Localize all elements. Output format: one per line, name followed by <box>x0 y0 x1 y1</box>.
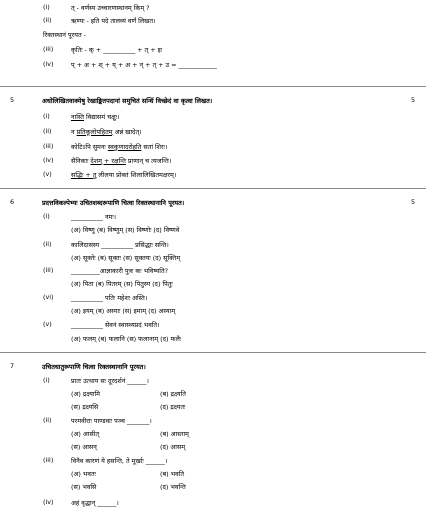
item-label: (iii) <box>43 142 54 150</box>
question-number: 7 <box>10 362 15 370</box>
option-d: (द) द्रक्ष्यतः <box>160 403 186 411</box>
underlined-word: देशम् + रक्षन्ति <box>90 157 126 165</box>
question-heading: अधोलिखितवाक्येषु रेखाङ्कितपदानां समुचितं सन्धिं विच्छेदं वा कृत्वा लिखत। <box>42 97 213 105</box>
item-label: (v) <box>43 320 52 328</box>
option-c: (स) द्रक्ष्यसि <box>71 403 99 411</box>
item-rest: अन्नं खादेत्। <box>112 128 142 136</box>
option-a: (अ) भवतः <box>71 470 96 478</box>
item-rest: लीलया प्रोक्तं शिलालिखितमक्षरम्। <box>96 171 177 179</box>
item-label: (ii) <box>43 240 52 248</box>
item-text: __________ नमः। <box>71 213 117 221</box>
item-text: कालिदासस्य __________ प्रसिद्धाः सन्ति। <box>71 241 169 249</box>
item-pre: न <box>71 128 77 136</box>
option-b: (ब) भवति <box>160 470 185 478</box>
question-marks: 5 <box>411 96 416 104</box>
underlined-word: सद्भिः + तु <box>71 171 97 179</box>
option-line: (अ) विष्णु (ब) विष्णुम् (स) विष्णोः (द) विष्णवे <box>71 226 180 234</box>
item-label: (ii) <box>43 416 52 424</box>
separator <box>0 188 426 189</box>
option-d: (द) आसम् <box>160 443 186 451</box>
option-line: (अ) फलम् (ब) फलानि (स) फलानाम् (द) फलैः <box>71 335 182 343</box>
item-label: (iii) <box>43 456 54 464</box>
option-a: (अ) आसीत् <box>71 430 100 438</box>
item-label: (iv) <box>43 498 54 506</box>
item-text: त् - वर्णस्य उच्चारणस्थानम् किम् ? <box>71 4 150 12</box>
item-label: (ii) <box>43 127 52 135</box>
option-d: (द) भवन्ति <box>160 483 186 491</box>
item-text: प् + अ + श् + य् + अ + न् + त् + उ = ____________ <box>71 61 217 69</box>
item-label: (i) <box>43 376 50 384</box>
item-label: (ii) <box>43 16 52 24</box>
underlined-word: प्रतिकूलोपहितम् <box>76 128 113 136</box>
item-label: (iii) <box>43 266 54 274</box>
option-a: (अ) द्रक्ष्यामि <box>71 390 100 398</box>
separator <box>0 352 426 353</box>
item-label: (vi) <box>43 293 54 301</box>
item-label: (iv) <box>43 60 54 68</box>
underlined-word: नास्ति <box>71 113 84 121</box>
option-c: (स) भवसि <box>71 483 97 491</box>
item-label: (i) <box>43 112 50 120</box>
item-text: __________ पतिः महेशः अस्ति। <box>71 294 148 302</box>
item-text: विनैव कारणं ये हसन्ति, ते मूर्खाः ______। <box>71 457 168 465</box>
item-rest: सतां शिरः। <box>141 143 168 151</box>
item-label: (iv) <box>43 156 54 164</box>
item-label: (iii) <box>43 45 54 53</box>
question-marks: 5 <box>411 198 416 206</box>
question-heading: उचितधातुरूपाणि चित्वा रिक्तस्थानानि पूरयत। <box>42 363 146 371</box>
item-text: अहं वृद्धान् ______। <box>71 499 119 507</box>
item-rest: प्राणान् च त्यजन्ति। <box>125 157 172 165</box>
item-text: प्रातः उत्थाय सः दूरदर्शनं ______। <box>71 377 149 385</box>
option-b: (ब) द्रक्ष्यति <box>160 390 186 398</box>
option-b: (ब) आस्ताम् <box>160 430 189 438</box>
item-text: परमवीराः पाण्डवाः पञ्च _______। <box>71 417 152 425</box>
underlined-word: स्वकुणादरोहति <box>107 143 142 151</box>
item-label: (i) <box>43 3 50 11</box>
item-text: __________ सेवनं स्वास्थ्यप्रदं भवति। <box>71 321 160 329</box>
item-text: कृतिः - क् + __________ + त् + इः <box>71 46 163 54</box>
question-heading: प्रदत्तविकल्पेभ्यः उचितशब्दरूपाणि चित्वा रिक्तस्थानानि पूरयत। <box>42 199 185 207</box>
option-line: (अ) पिता (ब) पितरम् (स) पितुस्य (द) पितुः <box>71 280 173 288</box>
question-number: 5 <box>10 96 15 104</box>
item-pre: कोटिऽपि सुमनः <box>71 143 108 151</box>
option-c: (स) आसन् <box>71 443 97 451</box>
item-label: (i) <box>43 212 50 220</box>
question-number: 6 <box>10 198 15 206</box>
item-rest: विद्यासमं चक्षुः। <box>84 113 120 121</box>
separator <box>0 86 426 87</box>
item-label: (v) <box>43 170 52 178</box>
item-pre: सैनिकाः <box>71 157 91 165</box>
item-text: ऋण्यः - इति पदे तालव्यं वर्णं लिखत। <box>71 17 156 25</box>
item-text: _________आज्ञाकारी पुत्रः कः भविष्यति? <box>71 267 168 275</box>
subhead-text: रिक्तस्थानं पूरयत - <box>43 31 86 39</box>
option-line: (अ) सूक्तेः (ब) सूक्तः (स) सूक्तयः (द) सूक्तिम् <box>71 254 181 262</box>
option-line: (अ) इयम् (ब) अस्याः (स) इमाम् (द) अस्याम् <box>71 307 176 315</box>
